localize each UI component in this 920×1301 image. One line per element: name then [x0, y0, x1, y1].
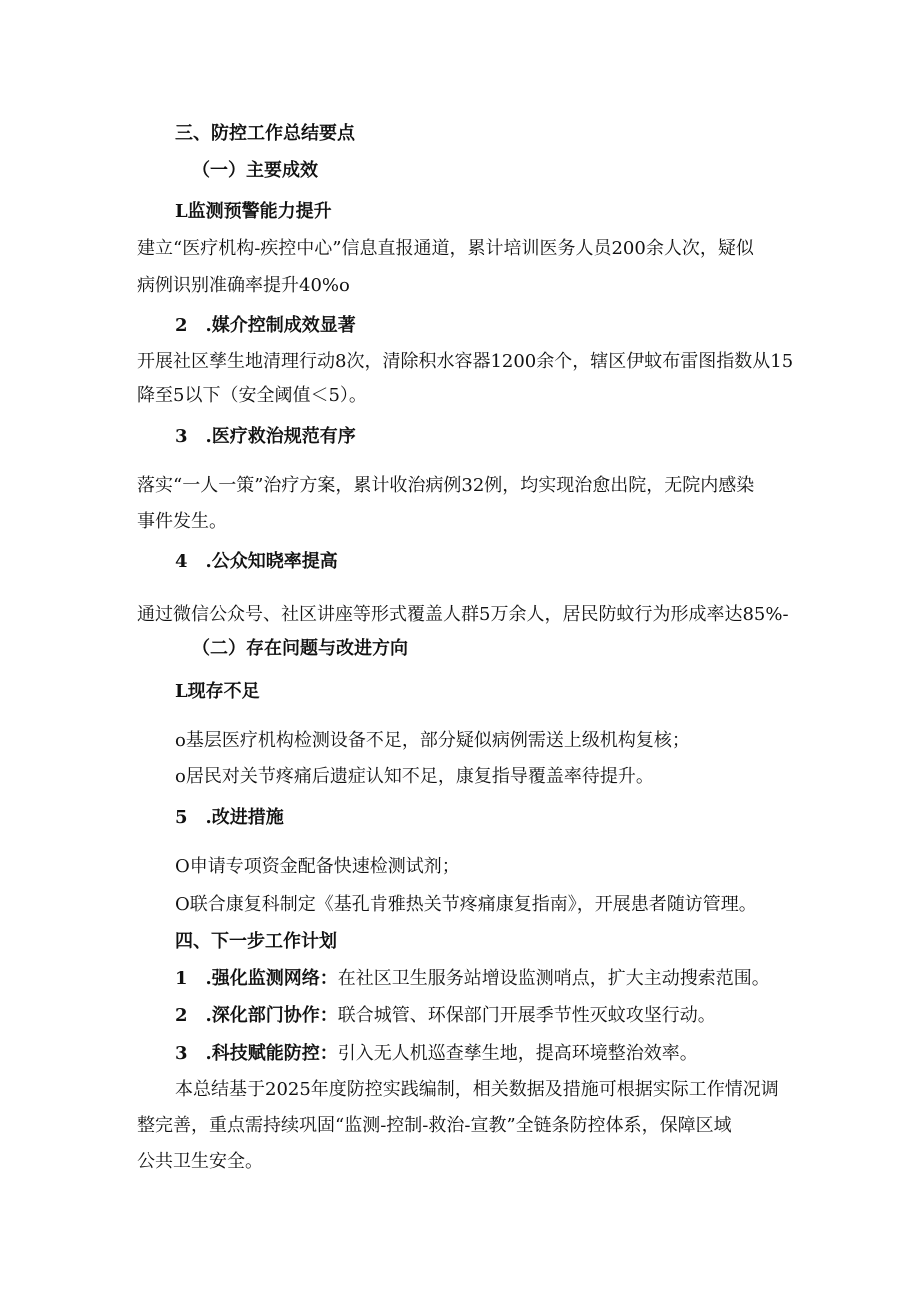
measure-bullet-1: O申请专项资金配备快速检测试剂； [175, 856, 460, 877]
plan-item-2-text: 联合城管、环保部门开展季节性灭蚊攻坚行动。 [337, 1005, 716, 1026]
subsection-1-heading: （一）主要成效 [192, 160, 318, 181]
conclusion-line-3: 公共卫生安全。 [137, 1151, 263, 1172]
plan-item-2-number: 2 . [175, 1005, 212, 1026]
item-3-heading: 3 .医疗救治规范有序 [175, 426, 356, 447]
item-2-body-line-2: 降至5以下（安全阈值＜5）。 [137, 385, 367, 406]
shortfall-bullet-2: o居民对关节疼痛后遗症认知不足，康复指导覆盖率待提升。 [175, 766, 654, 787]
plan-item-1-number: 1 . [175, 968, 212, 989]
item-4-heading: 4 .公众知晓率提高 [175, 551, 338, 572]
plan-item-1 [175, 966, 770, 992]
section-3-heading: 三、防控工作总结要点 [175, 123, 355, 144]
plan-item-2 [175, 1003, 716, 1029]
item-4-body-line-1: 通过微信公众号、社区讲座等形式覆盖人群5万余人，居民防蚊行为形成率达85%- [137, 604, 789, 625]
item-3-body-line-2: 事件发生。 [137, 511, 227, 532]
conclusion-line-1: 本总结基于2025年度防控实践编制，相关数据及措施可根据实际工作情况调 [175, 1079, 779, 1100]
measure-bullet-2: O联合康复科制定《基孔肯雅热关节疼痛康复指南》，开展患者随访管理。 [175, 894, 757, 915]
item-2-heading: 2 .媒介控制成效显著 [175, 315, 356, 336]
plan-item-3 [175, 1041, 698, 1067]
item-3-body-line-1: 落实“一人一策”治疗方案，累计收治病例32例，均实现治愈出院，无院内感染 [137, 475, 755, 496]
item-2-body-line-1: 开展社区孳生地清理行动8次，清除积水容器1200余个，辖区伊蚊布雷图指数从15 [137, 351, 794, 372]
plan-item-3-text: 引入无人机巡查孳生地，提高环境整治效率。 [337, 1043, 698, 1064]
plan-item-1-label: 强化监测网络： [211, 968, 338, 989]
section-4-heading: 四、下一步工作计划 [175, 931, 337, 952]
plan-item-1-text: 在社区卫生服务站增设监测哨点，扩大主动搜索范围。 [337, 968, 770, 989]
conclusion-line-2: 整完善，重点需持续巩固“监测-控制-救治-宣教”全链条防控体系，保障区域 [137, 1115, 732, 1136]
plan-item-3-number: 3 . [175, 1043, 212, 1064]
shortfalls-heading: L现存不足 [175, 681, 260, 702]
measures-heading: 5 .改进措施 [175, 807, 284, 828]
plan-item-3-label: 科技赋能防控： [211, 1043, 338, 1064]
item-1-heading: L监测预警能力提升 [175, 201, 332, 222]
item-1-body-line-2: 病例识别准确率提升40%o [137, 275, 350, 296]
shortfall-bullet-1: o基层医疗机构检测设备不足，部分疑似病例需送上级机构复核； [175, 730, 690, 751]
plan-item-2-label: 深化部门协作： [211, 1005, 338, 1026]
item-1-body-line-1: 建立“医疗机构-疾控中心”信息直报通道，累计培训医务人员200余人次，疑似 [137, 238, 754, 259]
subsection-2-heading: （二）存在问题与改进方向 [192, 638, 408, 659]
